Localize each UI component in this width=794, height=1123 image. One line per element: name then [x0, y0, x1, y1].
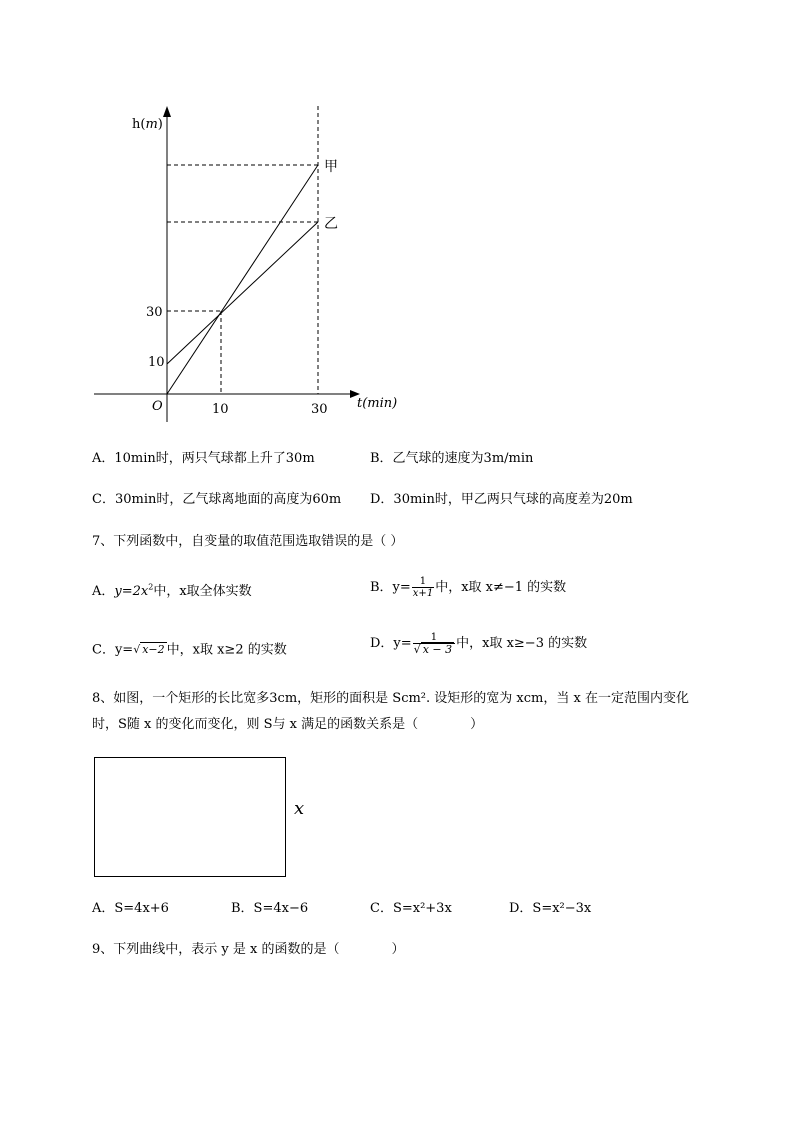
q7-option-d: D．y= $\frac{1}{√ x - 3}$ 中，x取 x≥−3 的实数	[370, 632, 588, 656]
height-time-graph	[0, 0, 794, 440]
q7-c-sqrt: √ x−2	[133, 643, 165, 656]
q7-option-c: C．y=√ x−2 中，x取 x≥2 的实数	[92, 642, 287, 658]
q8-option-b: B．S=4x−6	[231, 901, 309, 916]
q8-option-c: C．S=x²+3x	[370, 901, 452, 916]
q8-option-d: D．S=x²−3x	[509, 901, 592, 916]
y-tick-10: 10	[148, 355, 165, 370]
q8-stem-line1: 8、如图，一个矩形的长比宽多3cm，矩形的面积是 Scm². 设矩形的宽为 xcm，当 x 在一定范围内变化	[92, 691, 689, 706]
series-jia-label: 甲	[324, 159, 338, 175]
origin-label: O	[152, 399, 163, 414]
q7-option-b: B．y= $\frac{1}{x+1}$ 中，x取 x≠−1 的实数	[370, 576, 567, 599]
line-yi	[167, 222, 318, 364]
x-tick-30: 30	[311, 402, 328, 417]
q7-d-fraction: $\frac{1}{√ x - 3}$	[413, 632, 455, 655]
series-yi-label: 乙	[324, 216, 338, 232]
y-tick-30: 30	[146, 305, 163, 320]
q7-option-a: A．$y=2x^2$中，x取全体实数	[92, 582, 252, 599]
q7-b-fraction: $\frac{1}{x+1}$	[412, 576, 434, 599]
q6-option-c: C．30min时，乙气球离地面的高度为60m	[92, 492, 342, 507]
q8-rect-width-label: x	[294, 798, 305, 819]
q6-option-b: B．乙气球的速度为3m/min	[370, 451, 534, 466]
line-jia	[167, 165, 318, 394]
y-axis-arrow	[163, 106, 171, 117]
x-tick-10: 10	[212, 402, 229, 417]
q6-option-a: A．10min时，两只气球都上升了30m	[92, 451, 315, 466]
q9-stem: 9、下列曲线中，表示 y 是 x 的函数的是（ ）	[92, 942, 405, 957]
x-axis-label: t(min)	[357, 396, 398, 411]
q8-rectangle	[94, 757, 286, 877]
q8-stem-line2: 时，S随 x 的变化而变化，则 S与 x 满足的函数关系是（ ）	[92, 717, 484, 732]
y-axis-label: h(m)	[132, 117, 163, 132]
q8-option-a: A．S=4x+6	[92, 901, 169, 916]
q6-option-d: D．30min时，甲乙两只气球的高度差为20m	[370, 492, 633, 507]
q7-stem: 7、下列函数中，自变量的取值范围选取错误的是（ ）	[92, 534, 404, 549]
